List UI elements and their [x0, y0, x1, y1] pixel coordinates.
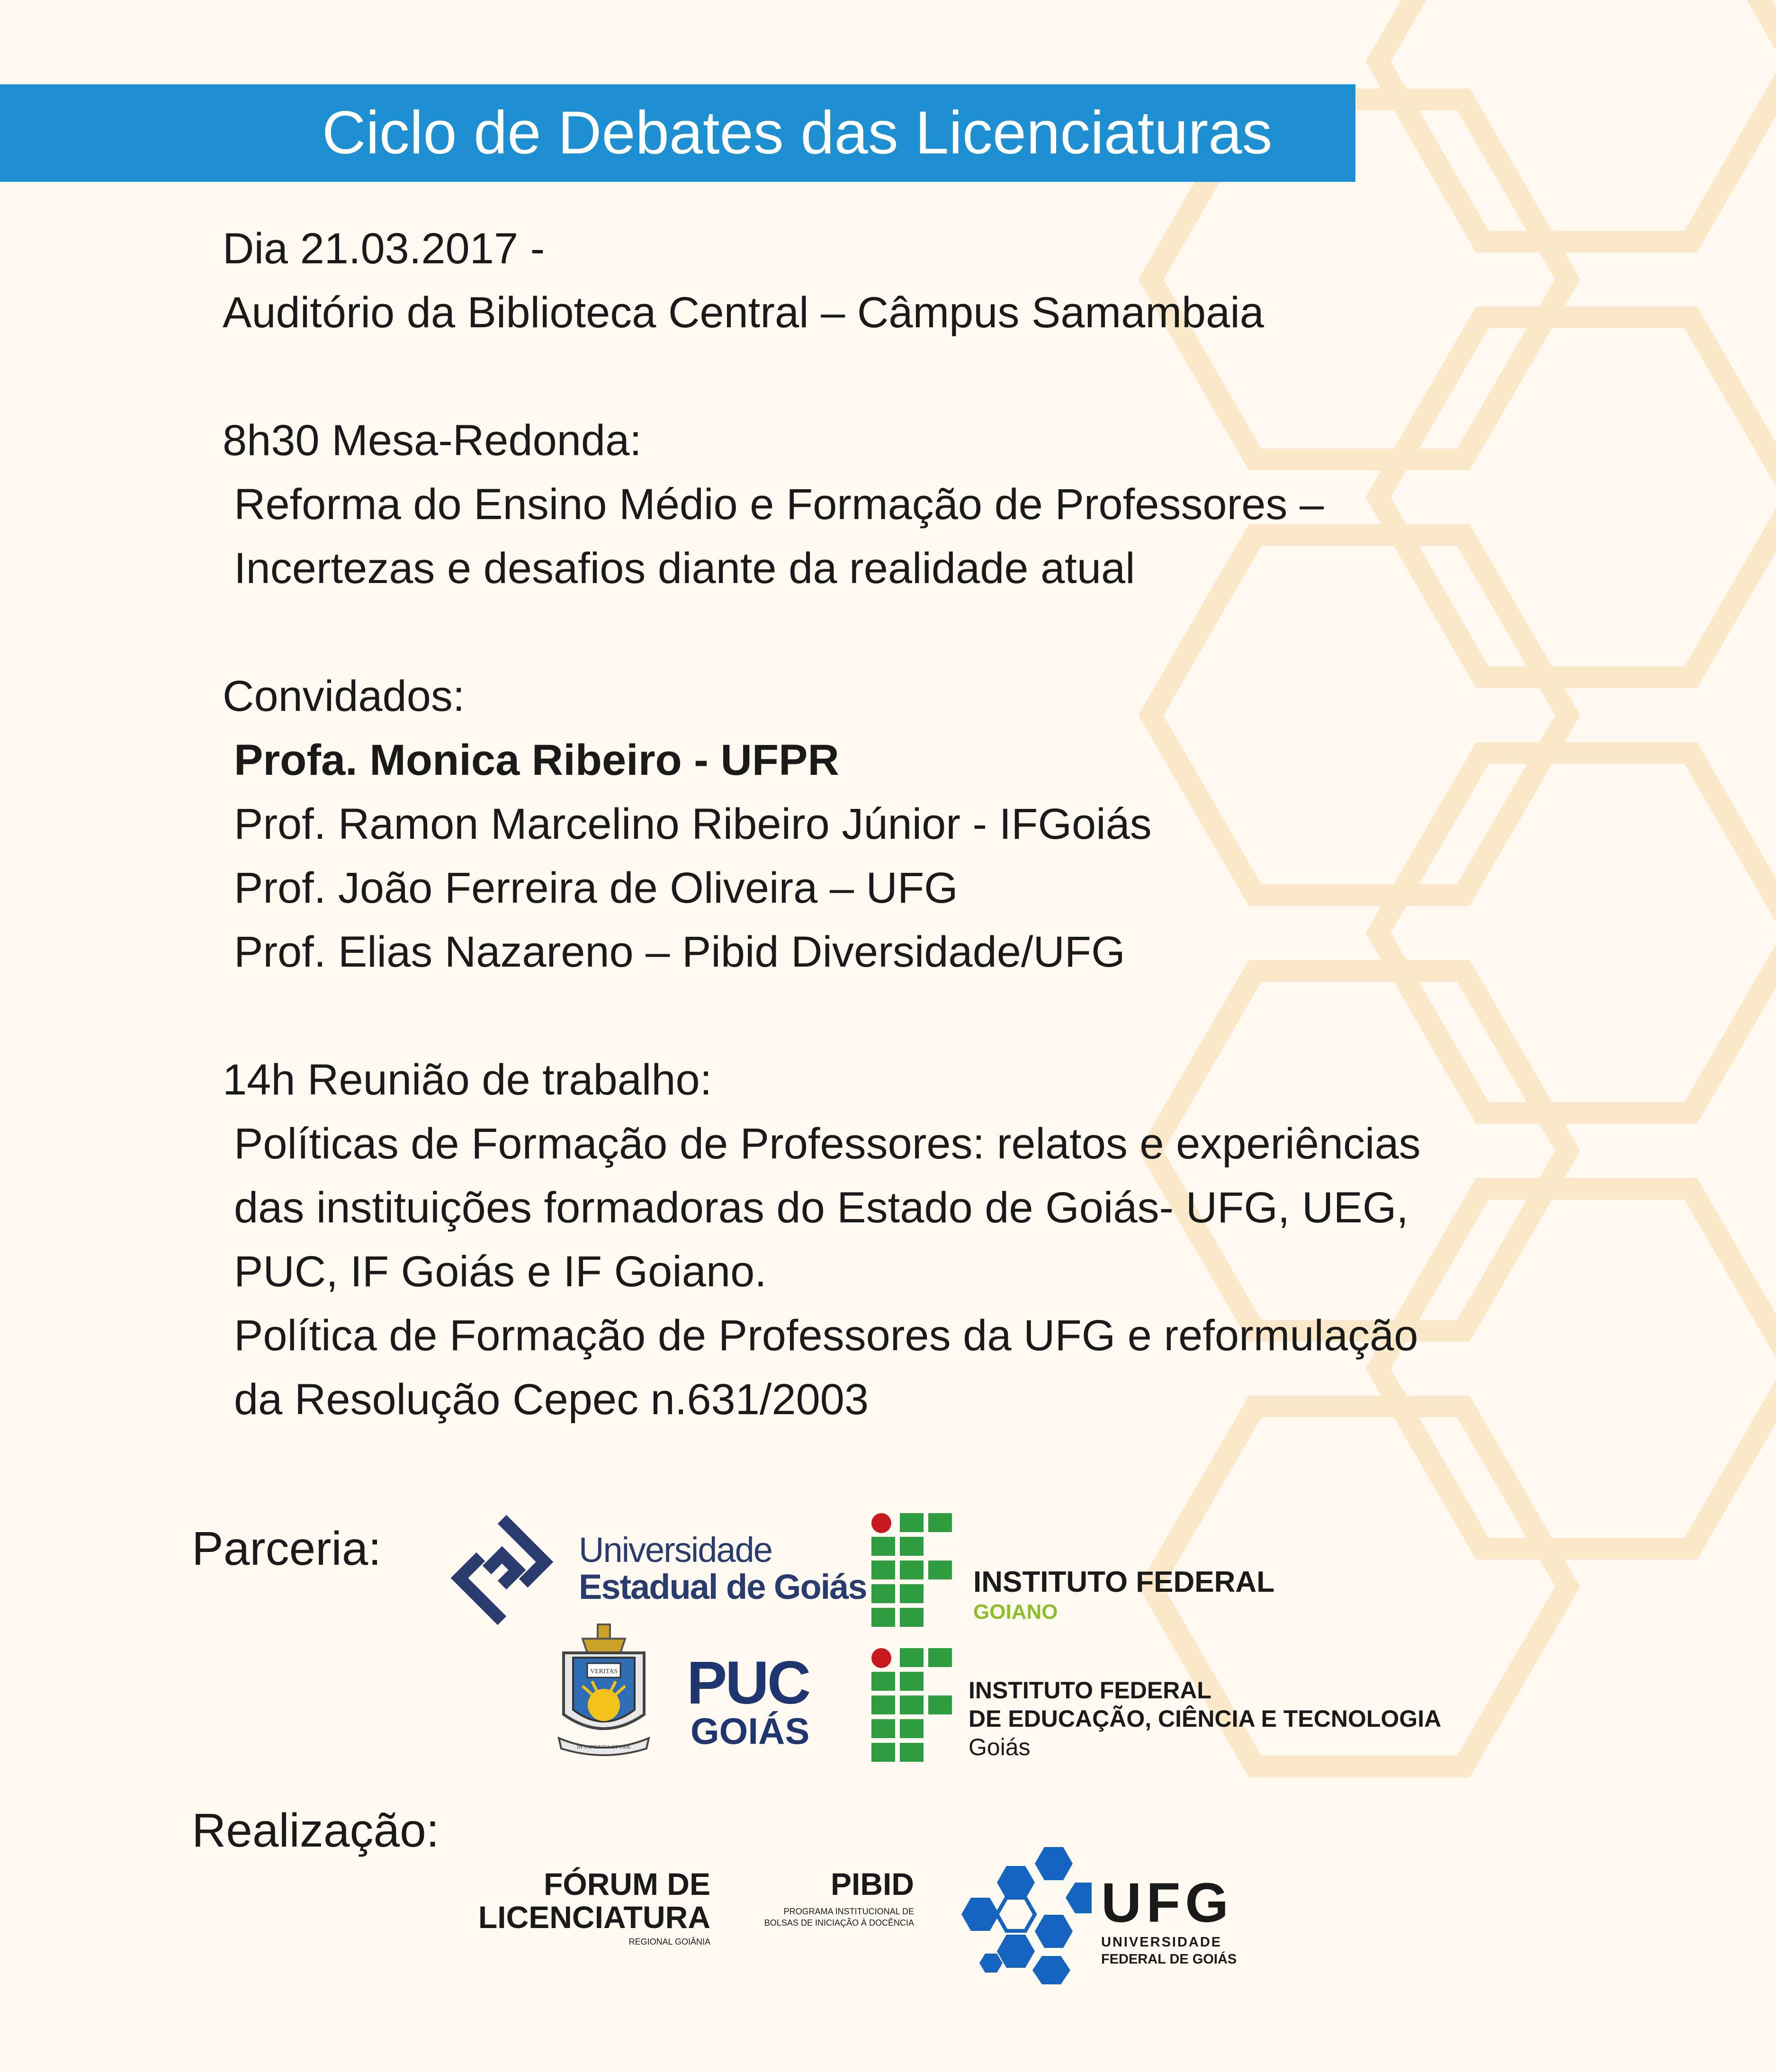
afternoon-topic-line: PUC, IF Goiás e IF Goiano.: [234, 1247, 767, 1296]
puc-name-line2: GOIÁS: [691, 1710, 810, 1752]
pibid-line2: PROGRAMA INSTITUCIONAL DE: [783, 1907, 914, 1916]
ufg-name-line1: UFG: [1101, 1872, 1234, 1934]
morning-topic-line: Reforma do Ensino Médio e Formação de Professores –: [234, 480, 1324, 529]
afternoon-heading: 14h Reunião de trabalho:: [223, 1056, 712, 1104]
if-grid-icon: [871, 1513, 957, 1627]
guests-heading: Convidados:: [223, 672, 465, 720]
pibid-line1: PIBID: [830, 1866, 914, 1902]
banner-title: Ciclo de Debates das Licenciaturas: [322, 99, 1273, 167]
puc-seal-banner: IN SAPIENTIA ET FIDE: [577, 1744, 631, 1750]
forum-line1: FÓRUM DE: [544, 1866, 710, 1902]
ufg-name-line3: FEDERAL DE GOIÁS: [1101, 1952, 1237, 1967]
guest-name: Profa. Monica Ribeiro - UFPR: [234, 736, 839, 784]
ueg-name-line1: Universidade: [579, 1530, 772, 1570]
event-venue: Auditório da Biblioteca Central – Câmpus Samambaia: [223, 288, 1264, 337]
forum-line2: LICENCIATURA: [478, 1900, 710, 1935]
if-goias-logo: [871, 1648, 1468, 1762]
guest-name: Prof. João Ferreira de Oliveira – UFG: [234, 864, 958, 912]
puc-seal-icon: [554, 1620, 654, 1757]
puc-goias-logo: [554, 1620, 829, 1762]
afternoon-topic-line: das instituições formadoras do Estado de Goiás- UFG, UEG,: [234, 1184, 1408, 1232]
if-goiano-line2: GOIANO: [973, 1600, 1058, 1624]
if-grid-icon: [871, 1648, 957, 1762]
program-text: [223, 217, 1643, 1432]
ueg-name-line2: Estadual de Goiás: [579, 1567, 867, 1606]
afternoon-topic-line: Política de Formação de Professores da UFG e reformulação: [234, 1311, 1418, 1360]
morning-heading: 8h30 Mesa-Redonda:: [223, 416, 642, 465]
morning-topic-line: Incertezas e desafios diante da realidade atual: [234, 544, 1135, 592]
ufg-hexagons-icon: [957, 1845, 1094, 1987]
if-goias-line3: Goiás: [969, 1734, 1031, 1760]
forum-line3: REGIONAL GOIÂNIA: [628, 1937, 710, 1946]
ueg-emblem-icon: [445, 1511, 559, 1629]
event-date: Dia 21.03.2017 -: [223, 224, 545, 273]
organizers-label: Realização:: [192, 1804, 440, 1857]
if-goias-line2: DE EDUCAÇÃO, CIÊNCIA E TECNOLOGIA: [969, 1705, 1442, 1732]
forum-licenciatura-logo: [455, 1866, 710, 1951]
partners-label: Parceria:: [192, 1522, 382, 1575]
ufg-logo: [957, 1845, 1260, 1987]
if-goiano-logo: [871, 1513, 1326, 1627]
title-banner: [0, 84, 1355, 182]
afternoon-topic-line: da Resolução Cepec n.631/2003: [234, 1375, 869, 1424]
ufg-name-line2: UNIVERSIDADE: [1101, 1935, 1222, 1950]
if-goias-line1: INSTITUTO FEDERAL: [969, 1677, 1211, 1704]
guest-name: Prof. Elias Nazareno – Pibid Diversidade/UFG: [234, 928, 1125, 976]
guest-name: Prof. Ramon Marcelino Ribeiro Júnior - IFGoiás: [234, 800, 1152, 848]
afternoon-topic-line: Políticas de Formação de Professores: relatos e experiências: [234, 1120, 1421, 1168]
pibid-line3: BOLSAS DE INICIAÇÃO À DOCÊNCIA: [764, 1918, 914, 1928]
puc-seal-motto: VERITAS: [590, 1668, 618, 1675]
pibid-logo: [748, 1866, 914, 1942]
ueg-logo: [445, 1511, 867, 1629]
puc-name-line1: PUC: [687, 1649, 809, 1717]
if-goiano-line1: INSTITUTO FEDERAL: [973, 1566, 1275, 1598]
